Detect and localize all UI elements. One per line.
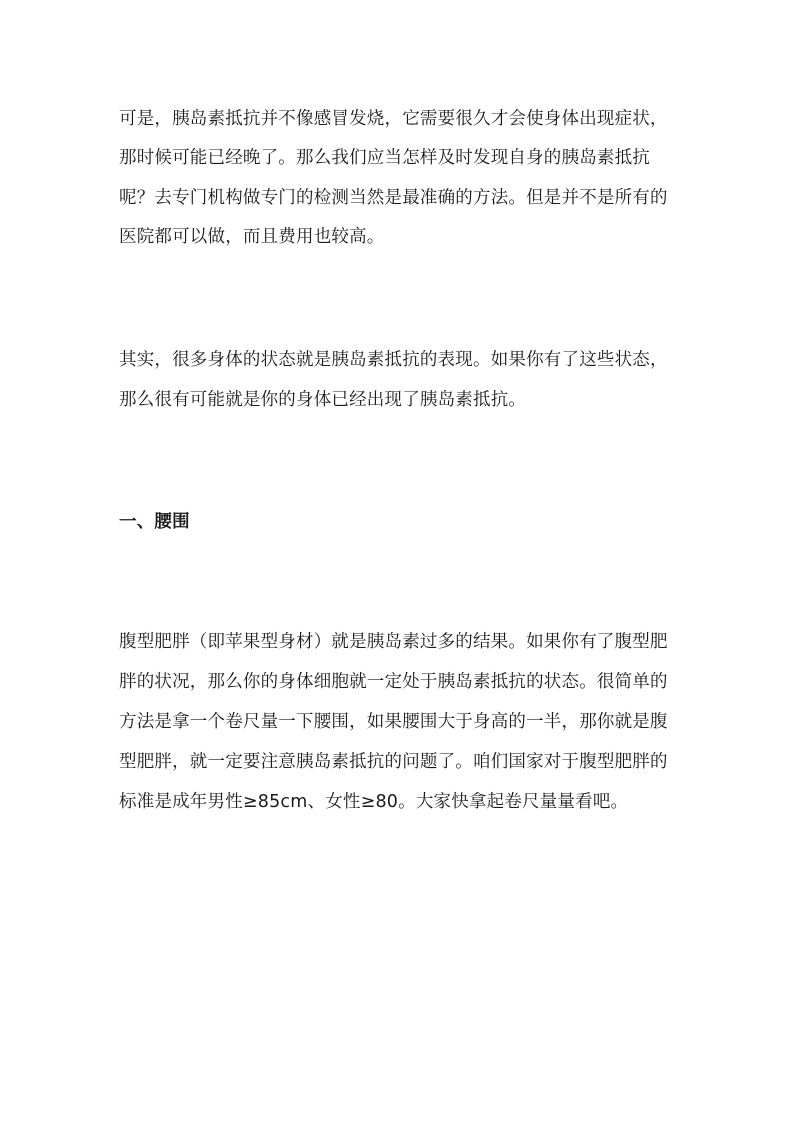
paragraph-line: 医院都可以做，而且费用也较高。 (119, 227, 385, 247)
section-heading-waist: 一、腰围 (119, 512, 190, 532)
paragraph-line: 那时候可能已经晚了。那么我们应当怎样及时发现自身的胰岛素抵抗 (119, 148, 650, 168)
paragraph-line: 呢？去专门机构做专门的检测当然是最准确的方法。但是并不是所有的 (119, 188, 668, 208)
paragraph-line: 胖的状况，那么你的身体细胞就一定处于胰岛素抵抗的状态。很简单的 (119, 672, 668, 692)
paragraph-line: 标准是成年男性≥85cm、女性≥80。大家快拿起卷尺量量看吧。 (119, 792, 629, 812)
paragraph-line: 那么很有可能就是你的身体已经出现了胰岛素抵抗。 (119, 390, 527, 410)
paragraph-line: 其实，很多身体的状态就是胰岛素抵抗的表现。如果你有了这些状态， (119, 350, 668, 370)
paragraph-line: 方法是拿一个卷尺量一下腰围，如果腰围大于身高的一半，那你就是腹 (119, 712, 668, 732)
paragraph-line: 可是，胰岛素抵抗并不像感冒发烧，它需要很久才会使身体出现症状， (119, 109, 668, 129)
paragraph-line: 腹型肥胖（即苹果型身材）就是胰岛素过多的结果。如果你有了腹型肥 (119, 632, 668, 652)
paragraph-line: 型肥胖，就一定要注意胰岛素抵抗的问题了。咱们国家对于腹型肥胖的 (119, 752, 668, 772)
